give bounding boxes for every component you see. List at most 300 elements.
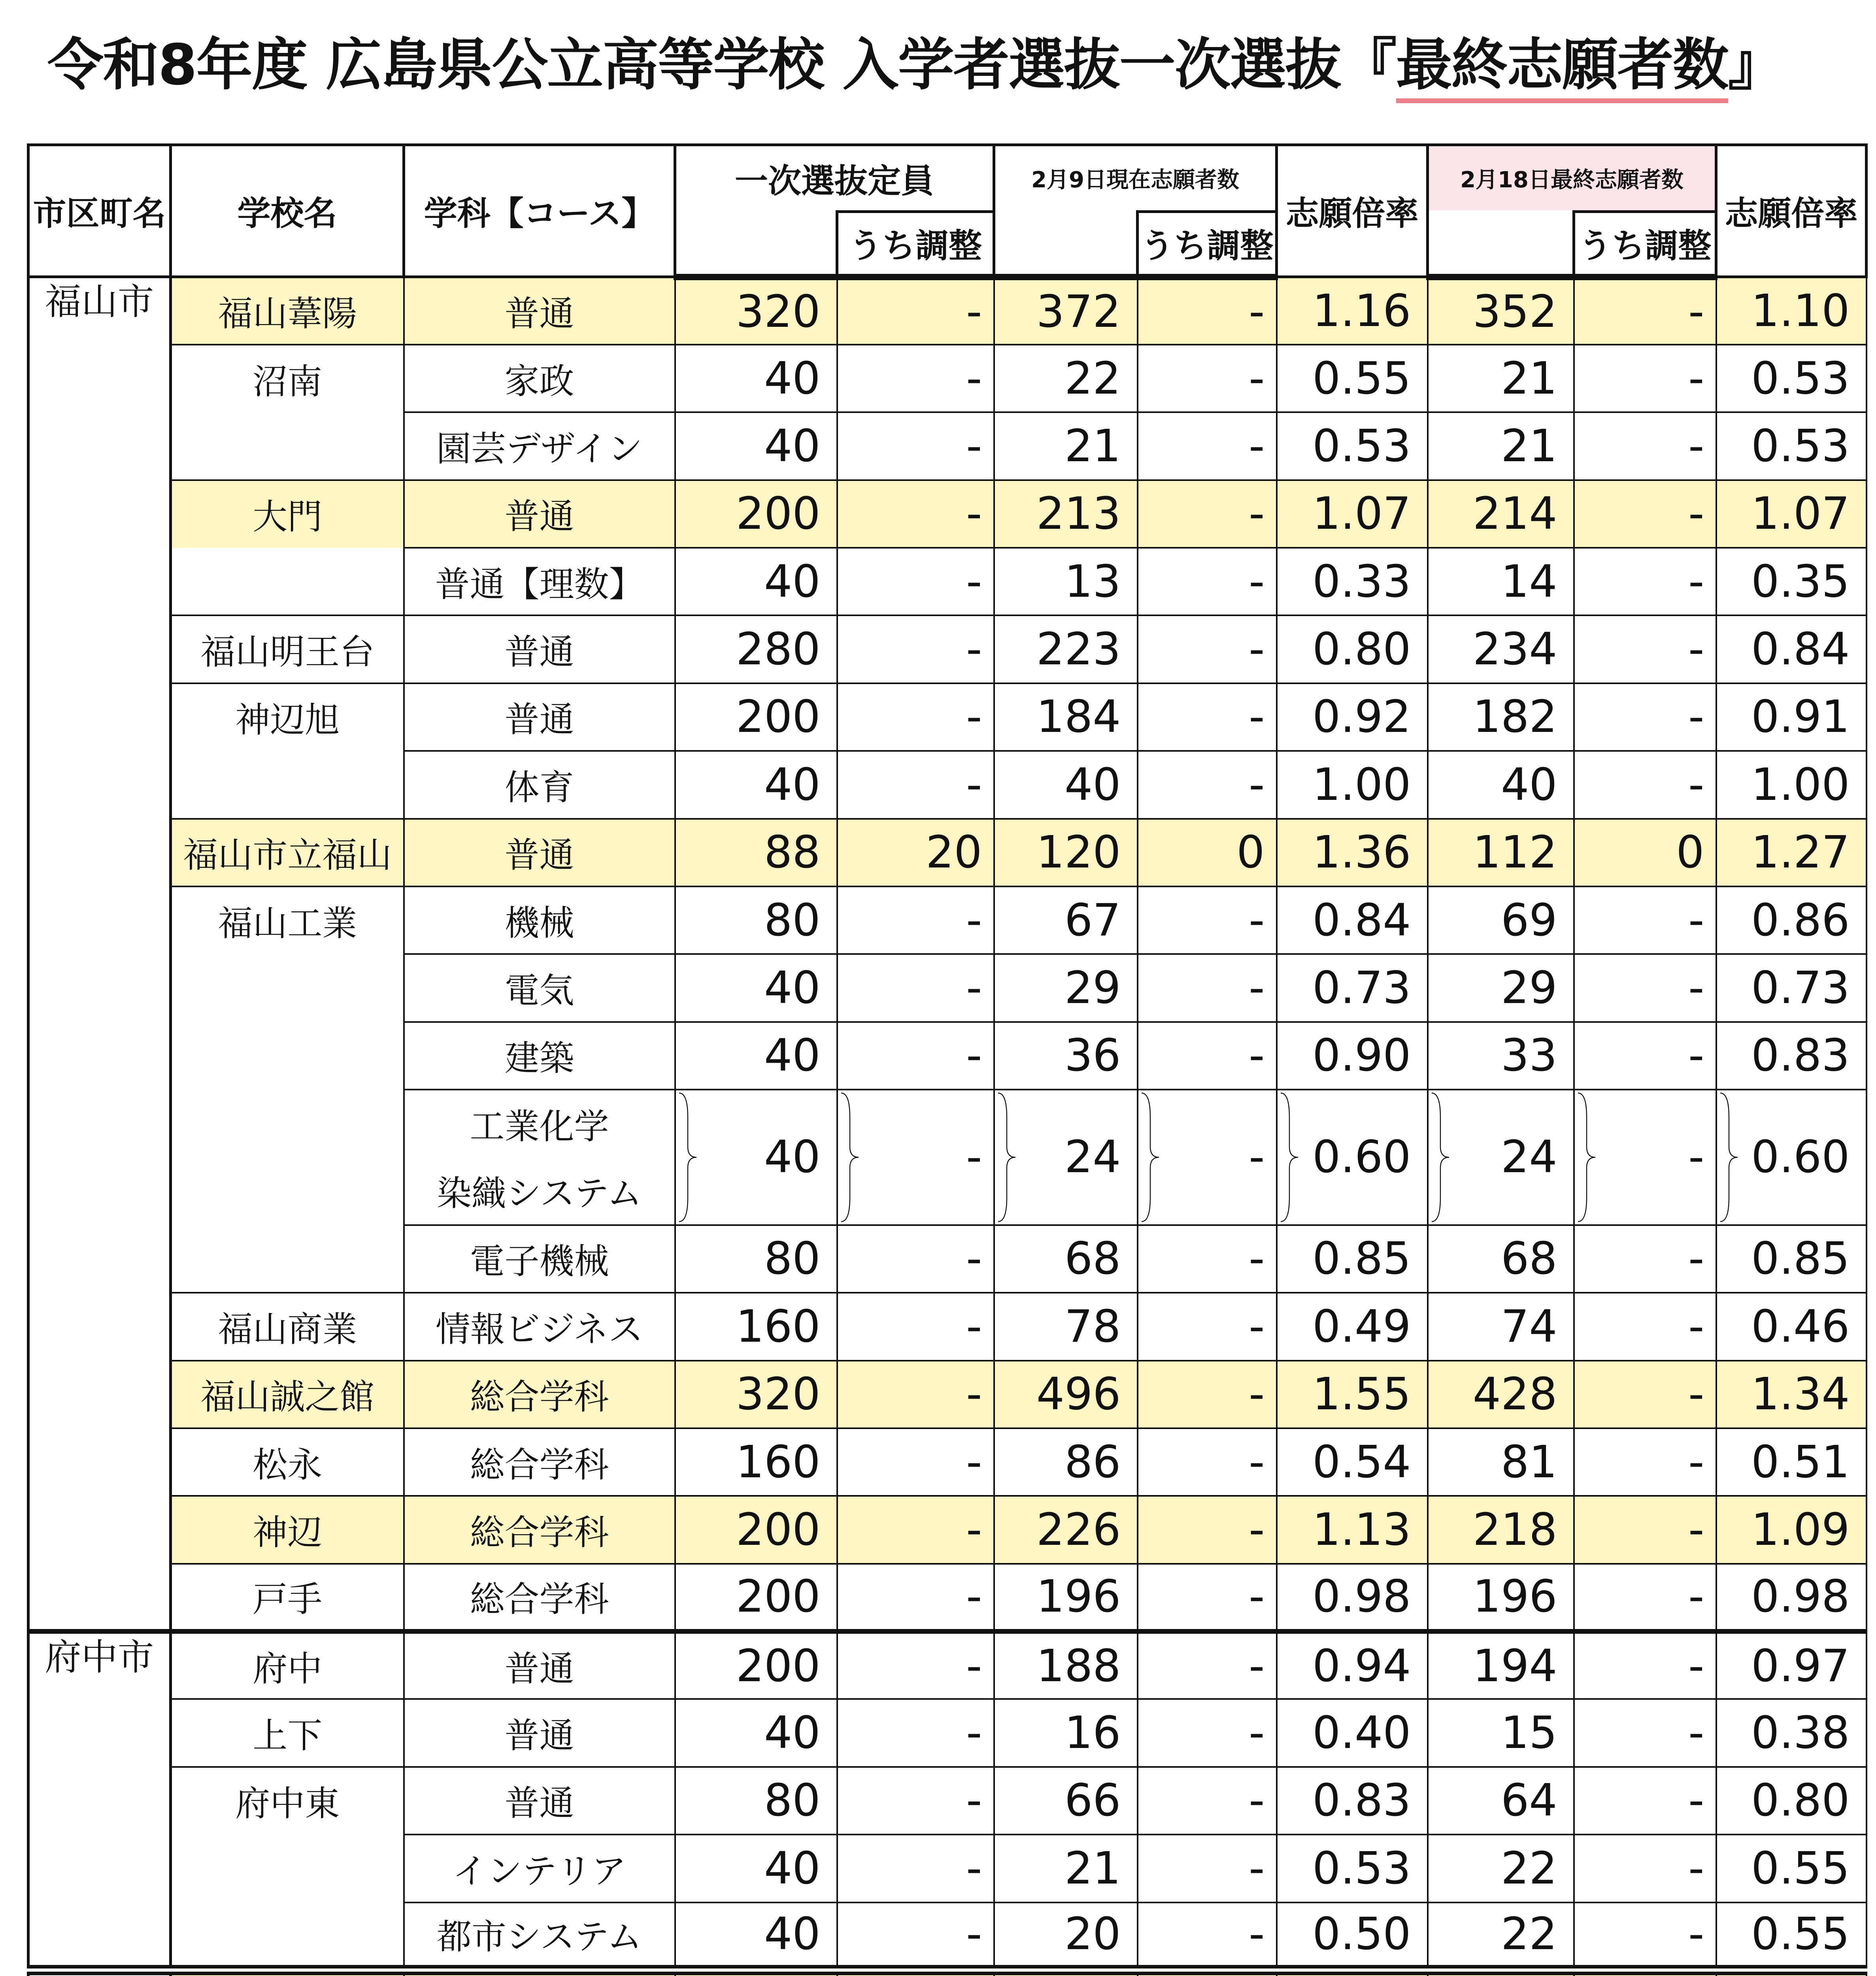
feb9-adj-cell: - bbox=[1138, 1835, 1277, 1902]
table-row bbox=[28, 1564, 1867, 1631]
table-row bbox=[28, 1293, 1867, 1360]
school-cell: 福山誠之館 bbox=[171, 1361, 404, 1428]
ratio18-cell: 0.98 bbox=[1716, 1564, 1867, 1631]
dept-cell: 普通 bbox=[404, 1631, 675, 1699]
ratio9-cell: 0.54 bbox=[1277, 1428, 1428, 1496]
feb18-cell: 69 bbox=[1428, 886, 1574, 954]
quota-adj-cell-value: - bbox=[966, 1131, 982, 1183]
school-cell bbox=[171, 1902, 404, 1970]
brace-mark bbox=[995, 1090, 1019, 1224]
feb9-adj-cell bbox=[1138, 1970, 1277, 1976]
feb9-adj-cell: - bbox=[1138, 751, 1277, 818]
dept-cell: 総合学科 bbox=[404, 1428, 675, 1496]
feb9-adj-cell: - bbox=[1138, 548, 1277, 615]
table-row bbox=[28, 345, 1867, 412]
quota-cell: 320 bbox=[675, 277, 837, 345]
school-cell: 福山葦陽 bbox=[171, 277, 404, 345]
quota-adj-cell: - bbox=[837, 1022, 994, 1090]
ratio18-cell: 1.09 bbox=[1716, 1496, 1867, 1563]
feb9-adj-cell: - bbox=[1138, 615, 1277, 683]
dept-cell: 機械 bbox=[404, 886, 675, 954]
feb18-adj-cell: - bbox=[1574, 751, 1716, 818]
table-row bbox=[28, 1699, 1867, 1767]
feb18-adj-cell bbox=[1574, 1970, 1716, 1976]
feb9-adj-cell bbox=[1138, 1090, 1277, 1225]
header-city: 市区町名 bbox=[28, 145, 171, 277]
quota-adj-cell: - bbox=[837, 1902, 994, 1970]
dept-cell: 建築 bbox=[404, 1022, 675, 1090]
ratio18-cell: 0.84 bbox=[1716, 615, 1867, 683]
dept-cell: 普通 bbox=[404, 277, 675, 345]
feb9-adj-cell: - bbox=[1138, 1699, 1277, 1767]
table-row bbox=[28, 1090, 1867, 1225]
feb9-cell: 21 bbox=[994, 412, 1138, 480]
school-cell bbox=[171, 751, 404, 818]
city-cell bbox=[28, 1970, 171, 1976]
ratio18-cell bbox=[1716, 1970, 1867, 1976]
feb18-cell: 29 bbox=[1428, 954, 1574, 1022]
ratio18-cell: 1.34 bbox=[1716, 1361, 1867, 1428]
dept-cell: 普通 bbox=[404, 819, 675, 886]
ratio9-cell: 0.55 bbox=[1277, 345, 1428, 412]
quota-cell: 200 bbox=[675, 480, 837, 548]
feb9-adj-cell: - bbox=[1138, 1631, 1277, 1699]
dept-cell: 総合学科 bbox=[404, 1564, 675, 1631]
feb9-adj-cell: - bbox=[1138, 954, 1277, 1022]
quota-cell: 40 bbox=[675, 548, 837, 615]
ratio18-cell: 1.00 bbox=[1716, 751, 1867, 818]
feb9-cell: 223 bbox=[994, 615, 1138, 683]
feb18-adj-cell: - bbox=[1574, 1361, 1716, 1428]
feb9-adj-cell: - bbox=[1138, 1564, 1277, 1631]
feb9-cell: 36 bbox=[994, 1022, 1138, 1090]
dept-cell: 園芸デザイン bbox=[404, 412, 675, 480]
quota-adj-cell: - bbox=[837, 954, 994, 1022]
header-feb18: 2月18日最終志願者数 bbox=[1428, 145, 1716, 212]
ratio18-cell: 0.80 bbox=[1716, 1767, 1867, 1835]
ratio18-cell: 0.55 bbox=[1716, 1902, 1867, 1970]
dept-cell: 普通 bbox=[404, 615, 675, 683]
quota-cell: 80 bbox=[675, 1225, 837, 1293]
dept-line-1: 工業化学 bbox=[470, 1106, 609, 1147]
title-main: 令和8年度 広島県公立高等学校 入学者選抜一次選抜 bbox=[47, 32, 1341, 98]
quota-cell: 40 bbox=[675, 1699, 837, 1767]
table-row bbox=[28, 1361, 1867, 1428]
table-row bbox=[28, 412, 1867, 480]
feb18-cell: 68 bbox=[1428, 1225, 1574, 1293]
feb9-adj-cell: - bbox=[1138, 1225, 1277, 1293]
feb9-cell: 13 bbox=[994, 548, 1138, 615]
ratio18-cell bbox=[1716, 1090, 1867, 1225]
feb9-cell: 226 bbox=[994, 1496, 1138, 1563]
quota-adj-cell: 20 bbox=[837, 819, 994, 886]
quota-cell: 200 bbox=[675, 1564, 837, 1631]
feb18-cell: 194 bbox=[1428, 1631, 1574, 1699]
feb9-cell: 213 bbox=[994, 480, 1138, 548]
dept-cell bbox=[404, 1090, 675, 1225]
ratio9-cell: 0.98 bbox=[1277, 1564, 1428, 1631]
quota-adj-cell: - bbox=[837, 1496, 994, 1563]
feb18-cell: 112 bbox=[1428, 819, 1574, 886]
quota-adj-cell: - bbox=[837, 1767, 994, 1835]
school-cell bbox=[171, 412, 404, 480]
table-row bbox=[28, 615, 1867, 683]
ratio9-cell: 1.13 bbox=[1277, 1496, 1428, 1563]
feb18-adj-cell: - bbox=[1574, 954, 1716, 1022]
feb9-adj-cell: - bbox=[1138, 1293, 1277, 1360]
table-row bbox=[28, 1496, 1867, 1563]
ratio9-cell: 0.83 bbox=[1277, 1767, 1428, 1835]
quota-cell: 40 bbox=[675, 954, 837, 1022]
header-feb9-blank bbox=[994, 212, 1138, 277]
quota-adj-cell: - bbox=[837, 1631, 994, 1699]
quota-adj-cell: - bbox=[837, 412, 994, 480]
brace-mark bbox=[1138, 1090, 1162, 1224]
ratio18-cell: 1.07 bbox=[1716, 480, 1867, 548]
feb18-adj-cell: - bbox=[1574, 480, 1716, 548]
brace-mark bbox=[1278, 1090, 1301, 1224]
header-ratio18: 志願倍率 bbox=[1716, 145, 1867, 277]
school-cell: 府中東 bbox=[171, 1767, 404, 1835]
quota-adj-cell: - bbox=[837, 548, 994, 615]
feb9-adj-cell-value: - bbox=[1249, 1131, 1265, 1183]
feb9-cell: 67 bbox=[994, 886, 1138, 954]
feb18-cell: 428 bbox=[1428, 1361, 1574, 1428]
feb18-adj-cell: - bbox=[1574, 886, 1716, 954]
table-row bbox=[28, 886, 1867, 954]
dept-cell: 家政 bbox=[404, 345, 675, 412]
ratio9-cell: 1.16 bbox=[1277, 277, 1428, 345]
quota-adj-cell: - bbox=[837, 1428, 994, 1496]
quota-cell: 200 bbox=[675, 1496, 837, 1563]
feb18-cell: 14 bbox=[1428, 548, 1574, 615]
feb18-cell: 352 bbox=[1428, 277, 1574, 345]
table-row bbox=[28, 1022, 1867, 1090]
quota-cell bbox=[675, 1090, 837, 1225]
school-cell: 福山明王台 bbox=[171, 615, 404, 683]
header-quota-blank bbox=[675, 212, 837, 277]
ratio9-cell: 1.07 bbox=[1277, 480, 1428, 548]
dept-cell: 情報ビジネス bbox=[404, 1293, 675, 1360]
feb9-cell: 22 bbox=[994, 345, 1138, 412]
feb9-cell: 184 bbox=[994, 683, 1138, 751]
school-cell: 府中 bbox=[171, 1631, 404, 1699]
quota-cell: 160 bbox=[675, 1428, 837, 1496]
quota-cell: 280 bbox=[675, 615, 837, 683]
table-body bbox=[28, 277, 1867, 1976]
ratio9-cell: 0.94 bbox=[1277, 1631, 1428, 1699]
table-row bbox=[28, 751, 1867, 818]
feb9-cell: 66 bbox=[994, 1767, 1138, 1835]
page-title bbox=[47, 20, 1784, 111]
dept-cell: 電気 bbox=[404, 954, 675, 1022]
brace-mark bbox=[1575, 1090, 1599, 1224]
table-row bbox=[28, 1835, 1867, 1902]
quota-adj-cell: - bbox=[837, 1835, 994, 1902]
feb9-adj-cell: - bbox=[1138, 277, 1277, 345]
feb18-adj-cell: - bbox=[1574, 1767, 1716, 1835]
ratio18-cell-value: 0.60 bbox=[1751, 1131, 1850, 1183]
feb18-cell: 182 bbox=[1428, 683, 1574, 751]
table-row bbox=[28, 1970, 1867, 1976]
feb9-cell bbox=[994, 1090, 1138, 1225]
table-row bbox=[28, 277, 1867, 345]
quota-adj-cell: - bbox=[837, 683, 994, 751]
quota-adj-cell: - bbox=[837, 1225, 994, 1293]
header-feb9: 2月9日現在志願者数 bbox=[994, 145, 1277, 212]
quota-adj-cell: - bbox=[837, 615, 994, 683]
quota-cell: 88 bbox=[675, 819, 837, 886]
feb18-cell bbox=[1428, 1090, 1574, 1225]
table-row bbox=[28, 683, 1867, 751]
brace-mark bbox=[1717, 1090, 1741, 1224]
header-feb18-adj: うち調整 bbox=[1574, 212, 1716, 277]
dept-line-2: 染織システム bbox=[436, 1173, 642, 1214]
school-cell bbox=[171, 1835, 404, 1902]
header-school: 学校名 bbox=[171, 145, 404, 277]
header-feb9-adj: うち調整 bbox=[1138, 212, 1277, 277]
brace-mark bbox=[676, 1090, 700, 1224]
feb9-adj-cell: - bbox=[1138, 1767, 1277, 1835]
quota-cell: 40 bbox=[675, 1902, 837, 1970]
ratio18-cell: 0.86 bbox=[1716, 886, 1867, 954]
feb18-cell: 234 bbox=[1428, 615, 1574, 683]
table-row bbox=[28, 480, 1867, 548]
feb18-adj-cell: - bbox=[1574, 1699, 1716, 1767]
feb9-cell: 120 bbox=[994, 819, 1138, 886]
dept-cell: 電子機械 bbox=[404, 1225, 675, 1293]
header-dept: 学科【コース】 bbox=[404, 145, 675, 277]
feb9-cell: 372 bbox=[994, 277, 1138, 345]
feb9-adj-cell: - bbox=[1138, 683, 1277, 751]
feb18-cell: 22 bbox=[1428, 1902, 1574, 1970]
quota-cell: 40 bbox=[675, 1835, 837, 1902]
brace-mark bbox=[1429, 1090, 1452, 1224]
feb18-cell bbox=[1428, 1970, 1574, 1976]
header-quota-adj: うち調整 bbox=[837, 212, 994, 277]
feb9-cell: 78 bbox=[994, 1293, 1138, 1360]
header-quota: 一次選抜定員 bbox=[675, 145, 994, 212]
header-ratio9: 志願倍率 bbox=[1277, 145, 1428, 277]
ratio18-cell: 0.97 bbox=[1716, 1631, 1867, 1699]
school-cell bbox=[171, 1970, 404, 1976]
feb18-adj-cell: - bbox=[1574, 345, 1716, 412]
feb18-adj-cell: - bbox=[1574, 1496, 1716, 1563]
quota-cell: 200 bbox=[675, 683, 837, 751]
quota-adj-cell: - bbox=[837, 480, 994, 548]
quota-cell bbox=[675, 1970, 837, 1976]
quota-cell: 40 bbox=[675, 751, 837, 818]
table-row bbox=[28, 819, 1867, 886]
feb18-adj-cell bbox=[1574, 1090, 1716, 1225]
feb9-cell-value: 24 bbox=[1064, 1131, 1121, 1183]
ratio9-cell: 0.90 bbox=[1277, 1022, 1428, 1090]
feb18-cell-value: 24 bbox=[1501, 1131, 1557, 1183]
feb18-cell: 81 bbox=[1428, 1428, 1574, 1496]
ratio9-cell: 0.49 bbox=[1277, 1293, 1428, 1360]
quota-adj-cell bbox=[837, 1970, 994, 1976]
feb18-cell: 196 bbox=[1428, 1564, 1574, 1631]
ratio9-cell: 0.33 bbox=[1277, 548, 1428, 615]
feb18-cell: 33 bbox=[1428, 1022, 1574, 1090]
ratio9-cell bbox=[1277, 1090, 1428, 1225]
ratio18-cell: 0.55 bbox=[1716, 1835, 1867, 1902]
ratio9-cell: 0.53 bbox=[1277, 412, 1428, 480]
ratio9-cell bbox=[1277, 1970, 1428, 1976]
feb18-adj-cell: - bbox=[1574, 615, 1716, 683]
feb9-adj-cell: - bbox=[1138, 1022, 1277, 1090]
feb9-cell: 86 bbox=[994, 1428, 1138, 1496]
feb9-cell: 16 bbox=[994, 1699, 1138, 1767]
feb9-adj-cell: - bbox=[1138, 1496, 1277, 1563]
ratio9-cell: 0.85 bbox=[1277, 1225, 1428, 1293]
dept-cell: 普通【理数】 bbox=[404, 548, 675, 615]
feb18-cell: 15 bbox=[1428, 1699, 1574, 1767]
school-cell bbox=[171, 1022, 404, 1090]
feb9-cell: 40 bbox=[994, 751, 1138, 818]
ratio18-cell: 0.83 bbox=[1716, 1022, 1867, 1090]
feb9-cell: 68 bbox=[994, 1225, 1138, 1293]
feb9-adj-cell: - bbox=[1138, 1361, 1277, 1428]
quota-cell: 40 bbox=[675, 412, 837, 480]
school-cell: 松永 bbox=[171, 1428, 404, 1496]
ratio9-cell: 0.50 bbox=[1277, 1902, 1428, 1970]
feb18-adj-cell: - bbox=[1574, 1022, 1716, 1090]
ratio9-cell: 0.84 bbox=[1277, 886, 1428, 954]
feb9-adj-cell: - bbox=[1138, 886, 1277, 954]
title-emphasis: 最終志願者数 bbox=[1396, 32, 1728, 103]
table-row bbox=[28, 1902, 1867, 1970]
dept-cell: 普通 bbox=[404, 1767, 675, 1835]
feb18-adj-cell: - bbox=[1574, 1631, 1716, 1699]
ratio18-cell: 0.85 bbox=[1716, 1225, 1867, 1293]
brace-mark bbox=[838, 1090, 862, 1224]
ratio9-cell: 0.73 bbox=[1277, 954, 1428, 1022]
ratio18-cell: 0.91 bbox=[1716, 683, 1867, 751]
ratio18-cell: 0.38 bbox=[1716, 1699, 1867, 1767]
feb18-cell: 21 bbox=[1428, 345, 1574, 412]
school-cell: 大門 bbox=[171, 480, 404, 548]
ratio9-cell-value: 0.60 bbox=[1312, 1131, 1411, 1183]
feb9-cell: 29 bbox=[994, 954, 1138, 1022]
dept-cell: 普通 bbox=[404, 683, 675, 751]
feb18-adj-cell: - bbox=[1574, 1293, 1716, 1360]
school-cell: 福山市立福山 bbox=[171, 819, 404, 886]
table-row bbox=[28, 548, 1867, 615]
table-row bbox=[28, 1225, 1867, 1293]
table-header bbox=[28, 145, 1867, 277]
quota-adj-cell: - bbox=[837, 345, 994, 412]
ratio18-cell: 0.73 bbox=[1716, 954, 1867, 1022]
applicants-table bbox=[27, 143, 1868, 1976]
feb9-cell: 196 bbox=[994, 1564, 1138, 1631]
quota-adj-cell: - bbox=[837, 1293, 994, 1360]
feb18-adj-cell: - bbox=[1574, 1564, 1716, 1631]
table-row bbox=[28, 954, 1867, 1022]
ratio9-cell: 0.92 bbox=[1277, 683, 1428, 751]
quota-cell: 160 bbox=[675, 1293, 837, 1360]
dept-cell: 総合学科 bbox=[404, 1496, 675, 1563]
dept-cell: インテリア bbox=[404, 1835, 675, 1902]
quota-cell: 80 bbox=[675, 1767, 837, 1835]
ratio18-cell: 0.46 bbox=[1716, 1293, 1867, 1360]
feb18-cell: 64 bbox=[1428, 1767, 1574, 1835]
dept-cell: 普通 bbox=[404, 480, 675, 548]
feb18-cell: 218 bbox=[1428, 1496, 1574, 1563]
school-cell: 福山商業 bbox=[171, 1293, 404, 1360]
ratio9-cell: 0.53 bbox=[1277, 1835, 1428, 1902]
ratio18-cell: 1.10 bbox=[1716, 277, 1867, 345]
city-cell: 府中市 bbox=[28, 1631, 171, 1970]
quota-adj-cell: - bbox=[837, 1699, 994, 1767]
feb9-cell bbox=[994, 1970, 1138, 1976]
feb18-cell: 22 bbox=[1428, 1835, 1574, 1902]
feb18-adj-cell: 0 bbox=[1574, 819, 1716, 886]
quota-cell: 40 bbox=[675, 345, 837, 412]
ratio18-cell: 0.53 bbox=[1716, 412, 1867, 480]
school-cell: 沼南 bbox=[171, 345, 404, 412]
quota-cell: 80 bbox=[675, 886, 837, 954]
ratio9-cell: 0.80 bbox=[1277, 615, 1428, 683]
city-cell: 福山市 bbox=[28, 277, 171, 1632]
ratio18-cell: 0.51 bbox=[1716, 1428, 1867, 1496]
table-row bbox=[28, 1767, 1867, 1835]
school-cell: 福山工業 bbox=[171, 886, 404, 954]
dept-cell bbox=[404, 1970, 675, 1976]
feb9-cell: 21 bbox=[994, 1835, 1138, 1902]
feb9-adj-cell: - bbox=[1138, 412, 1277, 480]
ratio18-cell: 0.53 bbox=[1716, 345, 1867, 412]
quota-adj-cell: - bbox=[837, 277, 994, 345]
feb18-adj-cell: - bbox=[1574, 1428, 1716, 1496]
feb9-adj-cell: - bbox=[1138, 480, 1277, 548]
feb9-cell: 188 bbox=[994, 1631, 1138, 1699]
feb18-cell: 74 bbox=[1428, 1293, 1574, 1360]
ratio18-cell: 0.35 bbox=[1716, 548, 1867, 615]
ratio9-cell: 1.55 bbox=[1277, 1361, 1428, 1428]
dept-cell: 体育 bbox=[404, 751, 675, 818]
quota-cell: 40 bbox=[675, 1022, 837, 1090]
quota-cell: 200 bbox=[675, 1631, 837, 1699]
table-row bbox=[28, 1428, 1867, 1496]
quota-adj-cell: - bbox=[837, 1361, 994, 1428]
school-cell: 戸手 bbox=[171, 1564, 404, 1631]
school-cell: 神辺旭 bbox=[171, 683, 404, 751]
ratio18-cell: 1.27 bbox=[1716, 819, 1867, 886]
school-cell bbox=[171, 548, 404, 615]
school-cell bbox=[171, 1090, 404, 1225]
feb18-adj-cell: - bbox=[1574, 277, 1716, 345]
quota-adj-cell: - bbox=[837, 751, 994, 818]
ratio9-cell: 1.00 bbox=[1277, 751, 1428, 818]
header-feb18-blank bbox=[1428, 212, 1574, 277]
feb9-adj-cell: 0 bbox=[1138, 819, 1277, 886]
feb18-adj-cell: - bbox=[1574, 1835, 1716, 1902]
quota-cell: 320 bbox=[675, 1361, 837, 1428]
dept-cell: 普通 bbox=[404, 1699, 675, 1767]
feb18-adj-cell: - bbox=[1574, 683, 1716, 751]
feb18-adj-cell: - bbox=[1574, 1902, 1716, 1970]
school-cell bbox=[171, 1225, 404, 1293]
feb9-adj-cell: - bbox=[1138, 1428, 1277, 1496]
feb18-adj-cell: - bbox=[1574, 412, 1716, 480]
table-row bbox=[28, 1631, 1867, 1699]
school-cell: 上下 bbox=[171, 1699, 404, 1767]
dept-cell: 総合学科 bbox=[404, 1361, 675, 1428]
quota-adj-cell: - bbox=[837, 886, 994, 954]
ratio9-cell: 0.40 bbox=[1277, 1699, 1428, 1767]
title-close-bracket: 』 bbox=[1728, 32, 1784, 98]
